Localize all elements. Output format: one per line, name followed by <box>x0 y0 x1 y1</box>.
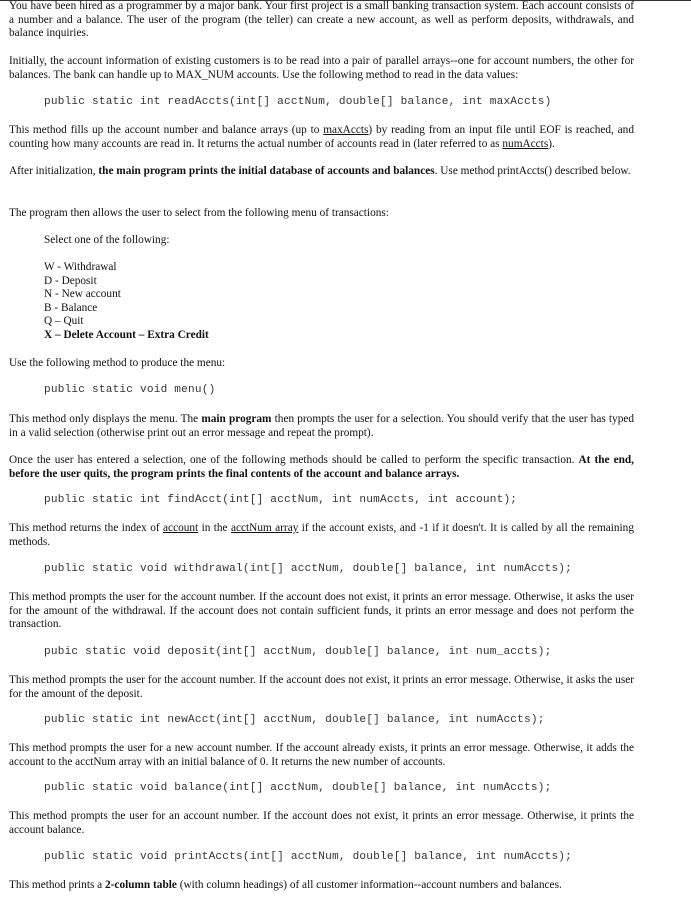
code-readaccts-signature: public static int readAccts(int[] acctNum, double[] balance, int maxAccts) <box>44 96 552 108</box>
underlined-term: numAccts <box>502 137 549 150</box>
intro-paragraph: You have been hired as a programmer by a major bank. Your first project is a small banking transaction system. Each account consists of a number and a balance. The user of the program (the teller) can create a new account, as well as perform deposits, withdrawals, and balance inquiries. <box>9 0 634 40</box>
transaction-menu-list <box>44 261 209 343</box>
code-printaccts-signature: public static void printAccts(int[] acctNum, double[] balance, int numAccts); <box>44 851 573 863</box>
printaccts-description: This method prints a 2-column table (with column headings) of all customer information--account numbers and balances. <box>9 879 562 891</box>
balance-description: This method prompts the user for an account number. If the account does not exist, it prints an error message. Otherwise, it prints the account balance. <box>9 810 634 836</box>
menu-item-new-account: N - New account <box>44 288 121 301</box>
withdrawal-description: This method prompts the user for the account number. If the account does not exist, it prints an error message. Otherwise, it asks the user for the amount of the withdrawal. If the account does not contain sufficient funds, it prints an error message and does not perform the transaction. <box>9 591 634 631</box>
menu-item-delete-account: X – Delete Account – Extra Credit <box>44 328 209 341</box>
menu-item-balance: B - Balance <box>44 301 98 314</box>
initialization-paragraph: Initially, the account information of existing customers is to be read into a pair of parallel arrays--one for account numbers, the other for balances. The bank can handle up to MAX_NUM accounts. Use the following method to read in the data values: <box>9 55 634 81</box>
menu-heading: Select one of the following: <box>44 234 170 246</box>
code-newacct-signature: public static int newAcct(int[] acctNum, double[] balance, int numAccts); <box>44 714 545 726</box>
menu-intro-paragraph: The program then allows the user to select from the following menu of transactions: <box>9 207 389 219</box>
code-deposit-signature: pubic static void deposit(int[] acctNum, double[] balance, int num_accts); <box>44 646 552 658</box>
after-init-paragraph: After initialization, the main program prints the initial database of accounts and balances. Use method printAccts() described below. <box>9 165 631 177</box>
selection-paragraph: Once the user has entered a selection, one of the following methods should be called to perform the specific transaction. At the end, before the user quits, the program prints the final contents of the account and balance arrays. <box>9 454 634 480</box>
menu-item-quit: Q – Quit <box>44 315 84 328</box>
code-withdrawal-signature: public static void withdrawal(int[] acctNum, double[] balance, int numAccts); <box>44 563 573 575</box>
menu-item-withdrawal: W - Withdrawal <box>44 261 117 273</box>
menu-description: This method only displays the menu. The main program then prompts the user for a selection. You should verify that the user has typed in a valid selection (otherwise print out an error message and repeat the prompt). <box>9 413 635 439</box>
newacct-description: This method prompts the user for a new account number. If the account already exists, it prints an error message. Otherwise, it adds the account to the acctNum array with an initial balance of 0. It returns the new number of accounts. <box>9 742 634 768</box>
underlined-term: acctNum array <box>230 522 299 534</box>
underlined-term: maxAccts <box>323 124 369 136</box>
code-findacct-signature: public static int findAcct(int[] acctNum, int numAccts, int account); <box>44 494 518 506</box>
menu-method-intro: Use the following method to produce the menu: <box>9 357 226 369</box>
underlined-term: account <box>163 522 199 534</box>
menu-item-deposit: D - Deposit <box>44 274 97 287</box>
readaccts-description: This method fills up the account number and balance arrays (up to maxAccts) by reading from an input file until EOF is reached, and counting how many accounts are read in. It returns the actual number of accounts read in (later referred to as numAccts). <box>9 124 634 150</box>
findacct-description: This method returns the index of account in the acctNum array if the account exists, and -1 if it doesn't. It is called by all the remaining methods. <box>9 522 634 548</box>
code-balance-signature: public static void balance(int[] acctNum, double[] balance, int numAccts); <box>44 782 552 794</box>
deposit-description: This method prompts the user for the account number. If the account does not exist, it prints an error message. Otherwise, it asks the user for the amount of the deposit. <box>9 674 634 700</box>
code-menu-signature: public static void menu() <box>44 384 216 396</box>
